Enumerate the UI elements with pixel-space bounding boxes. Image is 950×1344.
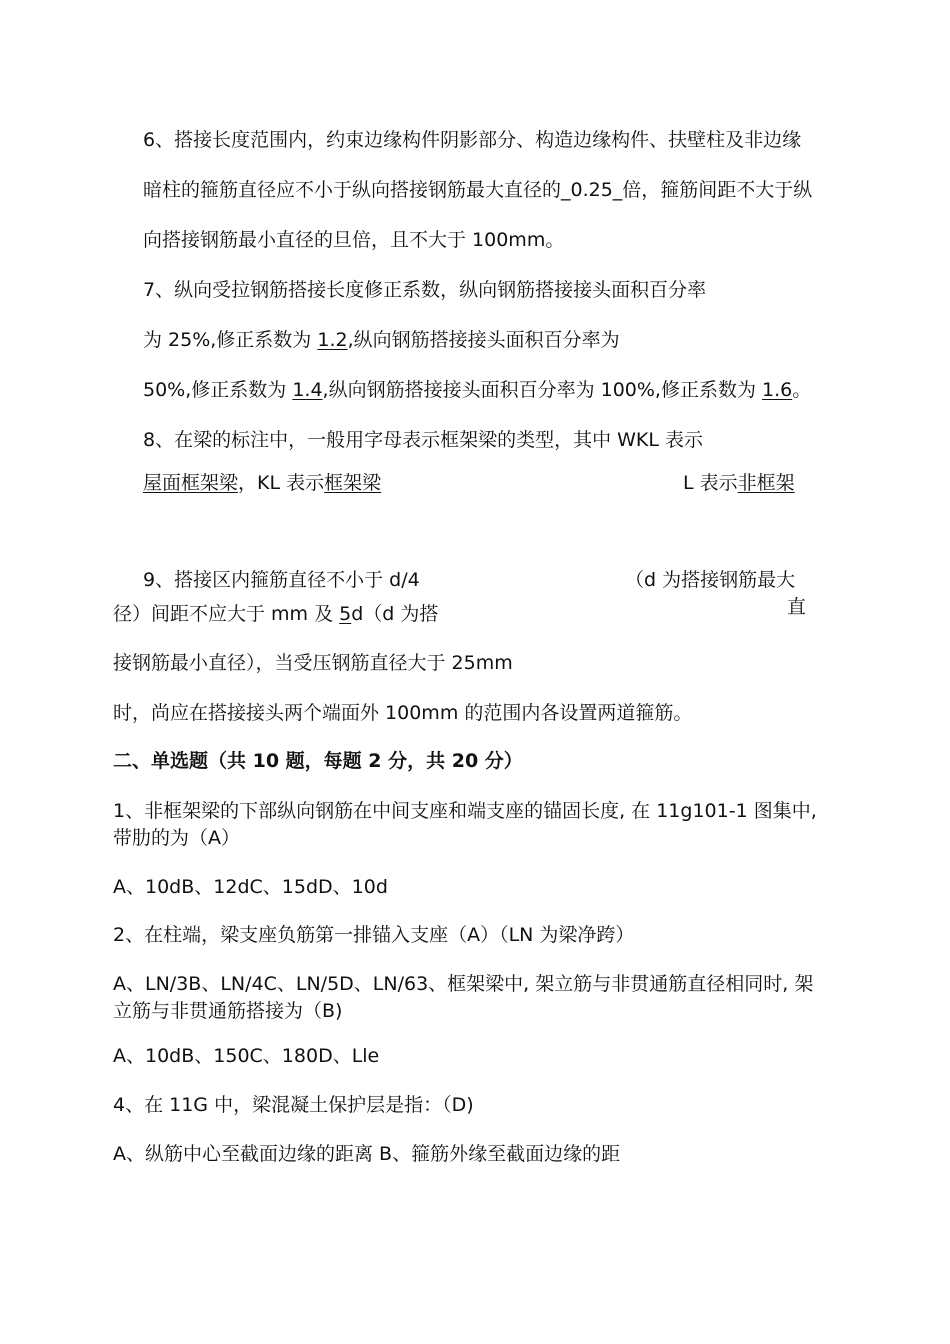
mc-q2-options-line-1: A、LN/3B、LN/4C、LN/5D、LN/63、框架梁中, 架立筋与非贯通筋直径相同时, 架	[113, 973, 814, 995]
q8-answer-kl: 框架梁	[324, 472, 382, 494]
mc-q1-line-2: 带肋的为（A）	[113, 827, 240, 849]
q9-line-3: 接钢筋最小直径），当受压钢筋直径大于 25mm	[113, 652, 513, 674]
q8-answer-wkl: 屋面框架梁	[143, 472, 239, 494]
mc-q1-options: A、10dB、12dC、15dD、10d	[113, 876, 388, 898]
q7-text: ,纵向钢筋搭接接头面积百分率为 100%,修正系数为	[322, 379, 763, 401]
q7-text: ,纵向钢筋搭接接头面积百分率为	[347, 329, 620, 351]
q7-answer-100pct: 1.6	[762, 379, 793, 401]
mc-q2: 2、在柱端，梁支座负筋第一排锚入支座（A）（LN 为梁净跨）	[113, 924, 635, 946]
q9-right-1: （d 为搭接钢筋最大	[625, 569, 796, 591]
q6-line-2: 暗柱的箍筋直径应不小于纵向搭接钢筋最大直径的_0.25_倍，箍筋间距不大于纵	[143, 179, 813, 201]
q8-line-2	[143, 470, 381, 496]
q9-line-2	[113, 601, 438, 627]
section-heading: 二、单选题（共 10 题，每题 2 分，共 20 分）	[113, 750, 523, 772]
q7-answer-25pct: 1.2	[317, 329, 348, 351]
mc-q3-options: A、10dB、150C、180D、Lle	[113, 1045, 380, 1067]
mc-q2-options-line-2: 立筋与非贯通筋搭接为（B)	[113, 1000, 343, 1022]
q7-text: 为 25%,修正系数为	[143, 329, 318, 351]
q8-text: ，KL 表示	[238, 472, 325, 494]
mc-q4-options: A、纵筋中心至截面边缘的距离 B、箍筋外缘至截面边缘的距	[113, 1143, 621, 1165]
q8-text: L 表示	[683, 472, 738, 494]
q6-line-1: 6、搭接长度范围内，约束边缘构件阴影部分、构造边缘构件、扶壁柱及非边缘	[143, 129, 802, 151]
q9-text: d（d 为搭	[351, 603, 439, 625]
q9-answer: 5	[339, 603, 352, 625]
q9-line-1: 9、搭接区内箍筋直径不小于 d/4	[143, 569, 420, 591]
q7-line-1: 7、纵向受拉钢筋搭接长度修正系数，纵向钢筋搭接接头面积百分率	[143, 279, 707, 301]
q9-text: 径）间距不应大于 mm 及	[113, 603, 340, 625]
q9-line-4: 时，尚应在搭接接头两个端面外 100mm 的范围内各设置两道箍筋。	[113, 702, 693, 724]
mc-q1-line-1: 1、非框架梁的下部纵向钢筋在中间支座和端支座的锚固长度, 在 11g101-1 图集中,	[113, 800, 817, 822]
q7-line-2	[143, 327, 620, 353]
q7-answer-50pct: 1.4	[292, 379, 323, 401]
q8-line-2-right	[683, 470, 795, 496]
mc-q4: 4、在 11G 中，梁混凝土保护层是指：（D)	[113, 1094, 474, 1116]
q7-text: 50%,修正系数为	[143, 379, 293, 401]
q8-line-1: 8、在梁的标注中，一般用字母表示框架梁的类型，其中 WKL 表示	[143, 429, 704, 451]
q6-line-3: 向搭接钢筋最小直径的旦倍，且不大于 100mm。	[143, 229, 565, 251]
q8-answer-l: 非框架	[737, 472, 795, 494]
q9-right-2: 直	[787, 596, 807, 618]
q7-line-3	[143, 377, 811, 403]
q7-text: 。	[792, 379, 812, 401]
